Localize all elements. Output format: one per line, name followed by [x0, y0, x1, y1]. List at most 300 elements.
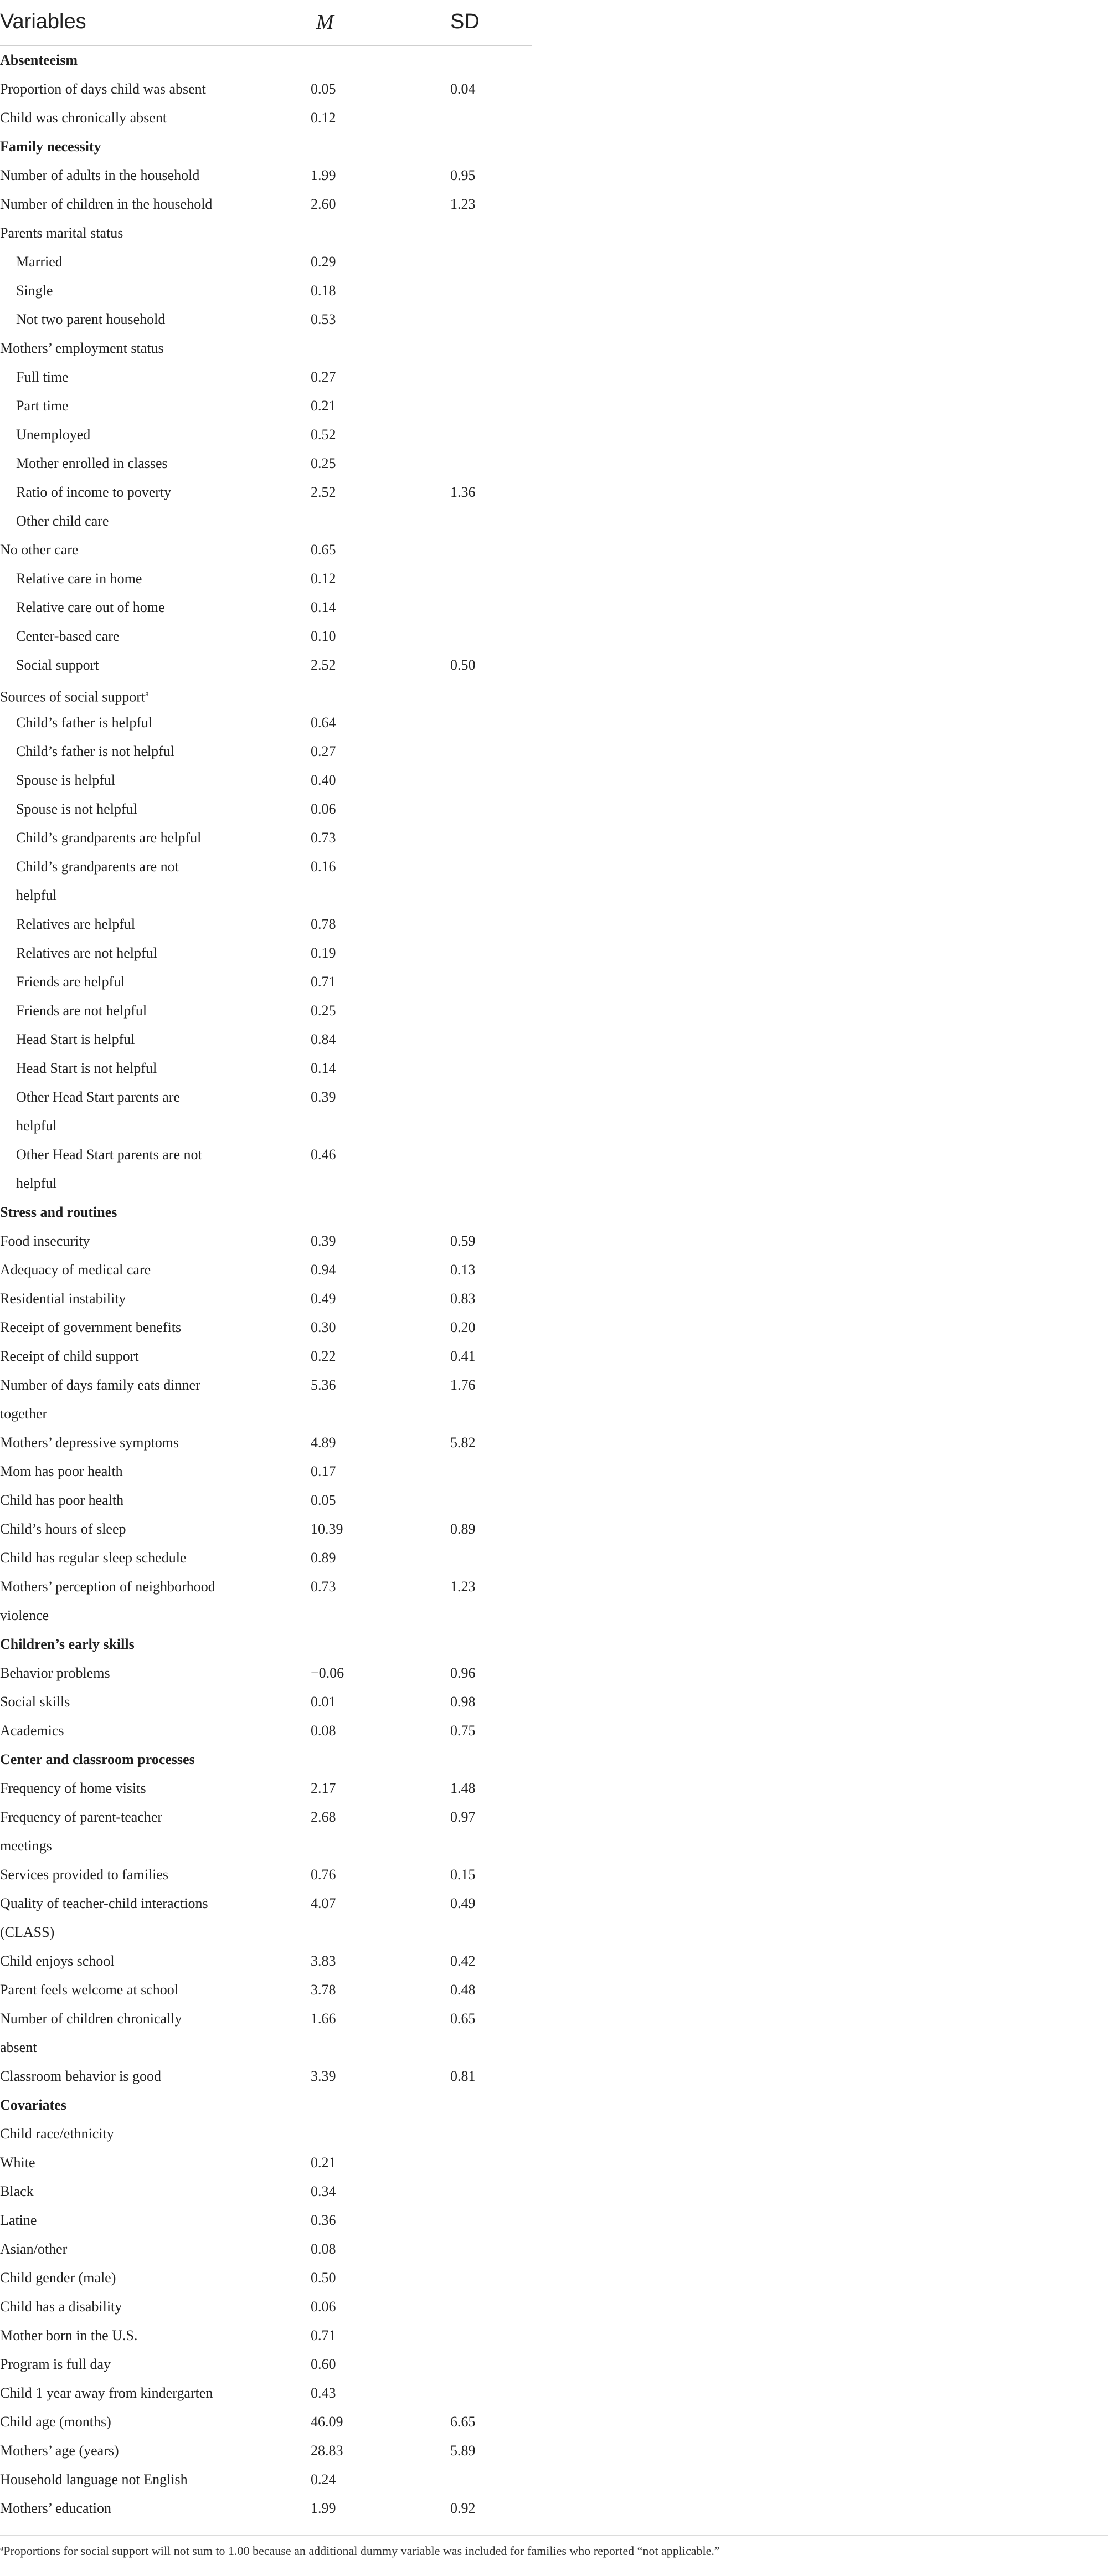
- mean-value: 0.25: [311, 1002, 336, 1019]
- mean-value: 0.17: [311, 1463, 336, 1479]
- variable-label: [0, 1860, 168, 1889]
- variable-label-text: Other Head Start parents are not: [16, 1146, 202, 1163]
- mean-value: 0.24: [311, 2471, 336, 2487]
- mean-value: 0.39: [311, 1233, 336, 1249]
- mean-value: 0.94: [311, 1262, 336, 1278]
- variable-label-text: Center and classroom processes: [0, 1751, 195, 1767]
- table-row: [0, 1544, 532, 1572]
- variable-label: [0, 2350, 111, 2379]
- table-row: [0, 2350, 532, 2379]
- variable-label: [16, 910, 135, 939]
- mean-value: 3.39: [311, 2068, 336, 2084]
- table-row: [0, 1774, 532, 1803]
- descriptive-statistics-table: [0, 0, 532, 2523]
- sd-value: 1.23: [450, 1578, 476, 1595]
- variable-label-text: Part time: [16, 398, 69, 414]
- table-row: [0, 1112, 532, 1140]
- mean-value: 0.22: [311, 1348, 336, 1364]
- sd-value: 5.82: [450, 1434, 476, 1451]
- table-row: [0, 2292, 532, 2321]
- table-row: [0, 910, 532, 939]
- table-row: [0, 219, 532, 248]
- variable-label-text: Unemployed: [16, 426, 91, 443]
- table-row: [0, 334, 532, 363]
- table-row: [0, 1256, 532, 1284]
- variable-label-text: No other care: [0, 542, 79, 558]
- variable-label-text: Parents marital status: [0, 225, 123, 241]
- mean-value: 0.76: [311, 1867, 336, 1883]
- table-row: [0, 1860, 532, 1889]
- variable-label-text: Full time: [16, 369, 69, 385]
- variable-label-text: Social skills: [0, 1694, 70, 1710]
- mean-value: 0.65: [311, 542, 336, 558]
- variable-label: [0, 1688, 70, 1716]
- table-row: [0, 2494, 532, 2523]
- variable-label: [16, 996, 147, 1025]
- table-row: [0, 1947, 532, 1976]
- variable-label: [0, 2408, 111, 2436]
- variable-label-text: Parent feels welcome at school: [0, 1982, 178, 1998]
- variable-label-text: Child’s father is helpful: [16, 714, 153, 731]
- sd-value: 0.13: [450, 1262, 476, 1278]
- variable-label-text: Covariates: [0, 2097, 66, 2113]
- variable-label-text: Mothers’ age (years): [0, 2443, 119, 2459]
- sd-value: 0.59: [450, 1233, 476, 1249]
- table-row: [0, 795, 532, 824]
- variable-label: [0, 680, 149, 712]
- mean-value: 2.68: [311, 1809, 336, 1825]
- variable-label-text: Child 1 year away from kindergarten: [0, 2385, 213, 2401]
- variable-label: [0, 1716, 64, 1745]
- table-row: [0, 161, 532, 190]
- table-row: [0, 1716, 532, 1745]
- table-row: [0, 2264, 532, 2292]
- table-row: [0, 1371, 532, 1400]
- table-row: [0, 1400, 532, 1428]
- mean-value: 0.64: [311, 714, 336, 731]
- variable-label-text: Social support: [16, 657, 99, 673]
- table-row: [0, 737, 532, 766]
- variable-label-text: helpful: [16, 1118, 57, 1134]
- variable-label: [0, 190, 212, 219]
- section-heading-row: [0, 1745, 532, 1774]
- table-row: [0, 2062, 532, 2091]
- mean-value: 4.89: [311, 1434, 336, 1451]
- mean-value: 2.17: [311, 1780, 336, 1796]
- table-row: [0, 1169, 532, 1198]
- variable-label: [0, 1889, 208, 1918]
- mean-value: 10.39: [311, 1521, 343, 1537]
- mean-value: −0.06: [311, 1665, 344, 1681]
- mean-value: 0.49: [311, 1290, 336, 1307]
- variable-label-text: Services provided to families: [0, 1867, 168, 1883]
- variable-label: [16, 363, 69, 392]
- variable-label-text: Latine: [0, 2212, 37, 2228]
- table-row: [0, 1803, 532, 1832]
- table-row: [0, 2465, 532, 2494]
- mean-value: 2.52: [311, 484, 336, 500]
- variable-label-text: Not two parent household: [16, 311, 166, 327]
- mean-value: 0.16: [311, 858, 336, 875]
- variable-label-text: Spouse is not helpful: [16, 801, 137, 817]
- mean-value: 0.36: [311, 2212, 336, 2228]
- table-header: [0, 0, 532, 46]
- mean-value: 2.60: [311, 196, 336, 212]
- variable-label-text: helpful: [16, 1175, 57, 1191]
- variable-label-text: Spouse is helpful: [16, 772, 116, 788]
- variable-label-text: Ratio of income to poverty: [16, 484, 172, 500]
- variable-label: [0, 2091, 66, 2120]
- footnote-text: Proportions for social support will not sum to 1.00 because an additional dummy variable was included for families who reported “not applicable.”: [3, 2544, 720, 2558]
- mean-value: 4.07: [311, 1895, 336, 1911]
- mean-value: 0.25: [311, 455, 336, 471]
- variable-label: [0, 1313, 181, 1342]
- variable-label-text: Other Head Start parents are: [16, 1089, 180, 1105]
- table-row: [0, 1054, 532, 1083]
- variable-label-text: Receipt of government benefits: [0, 1319, 182, 1335]
- variable-label: [0, 1745, 195, 1774]
- variable-label: [0, 2379, 213, 2408]
- mean-value: 0.06: [311, 2299, 336, 2315]
- table-row: [0, 75, 532, 104]
- variable-label: [16, 1169, 57, 1198]
- footnote-reference: a: [145, 690, 149, 698]
- variable-label-text: Frequency of parent-teacher: [0, 1809, 163, 1825]
- variable-label-text: Mothers’ perception of neighborhood: [0, 1578, 215, 1595]
- header-variables: Variables: [0, 10, 86, 33]
- mean-value: 5.36: [311, 1377, 336, 1393]
- variable-label: [16, 1112, 57, 1140]
- variable-label: [0, 2120, 114, 2148]
- table-row: [0, 276, 532, 305]
- sd-value: 1.36: [450, 484, 476, 500]
- mean-value: 0.50: [311, 2270, 336, 2286]
- variable-label: [0, 2062, 161, 2091]
- variable-label-text: together: [0, 1406, 48, 1422]
- variable-label: [0, 2264, 116, 2292]
- table-row: [0, 1284, 532, 1313]
- sd-value: 0.75: [450, 1723, 476, 1739]
- table-row: [0, 2408, 532, 2436]
- table-row: [0, 1428, 532, 1457]
- variable-label: [0, 1976, 178, 2004]
- mean-value: 0.30: [311, 1319, 336, 1335]
- section-heading-row: [0, 46, 532, 75]
- mean-value: 0.14: [311, 599, 336, 615]
- mean-value: 0.18: [311, 282, 336, 299]
- variable-label: [0, 1918, 54, 1947]
- table-row: [0, 852, 532, 881]
- variable-label: [0, 1428, 179, 1457]
- variable-label-text: Child age (months): [0, 2414, 111, 2430]
- sd-value: 0.81: [450, 2068, 476, 2084]
- variable-label-text: Number of adults in the household: [0, 167, 200, 183]
- variable-label: [16, 478, 171, 507]
- table-row: [0, 248, 532, 276]
- sd-value: 0.04: [450, 81, 476, 97]
- variable-label-text: Frequency of home visits: [0, 1780, 146, 1796]
- mean-value: 0.08: [311, 1723, 336, 1739]
- table-row: [0, 1572, 532, 1601]
- sd-value: 0.15: [450, 1867, 476, 1883]
- sd-value: 0.65: [450, 2011, 476, 2027]
- mean-value: 0.27: [311, 369, 336, 385]
- variable-label-text: Child was chronically absent: [0, 110, 167, 126]
- table-row: [0, 1342, 532, 1371]
- variable-label: [16, 564, 142, 593]
- table-row: [0, 420, 532, 449]
- sd-value: 0.41: [450, 1348, 476, 1364]
- variable-label-text: Program is full day: [0, 2356, 111, 2372]
- sd-value: 0.92: [450, 2500, 476, 2516]
- sd-value: 1.48: [450, 1780, 476, 1796]
- variable-label: [16, 593, 165, 622]
- sd-value: 0.89: [450, 1521, 476, 1537]
- variable-label: [0, 1947, 115, 1976]
- table-row: [0, 708, 532, 737]
- table-row: [0, 2120, 532, 2148]
- table-row: [0, 1918, 532, 1947]
- variable-label: [16, 248, 63, 276]
- variable-label: [16, 1025, 135, 1054]
- mean-value: 1.66: [311, 2011, 336, 2027]
- table-row: [0, 1083, 532, 1112]
- table-row: [0, 2148, 532, 2177]
- variable-label-text: Household language not English: [0, 2471, 188, 2487]
- table-row: [0, 2235, 532, 2264]
- mean-value: 0.08: [311, 2241, 336, 2257]
- mean-value: 0.06: [311, 801, 336, 817]
- mean-value: 0.01: [311, 1694, 336, 1710]
- variable-label: [0, 1198, 117, 1227]
- table-row: [0, 1976, 532, 2004]
- table-row: [0, 968, 532, 996]
- table-row: [0, 507, 532, 536]
- variable-label-text: Academics: [0, 1723, 64, 1739]
- mean-value: 0.71: [311, 974, 336, 990]
- variable-label: [0, 2004, 182, 2033]
- variable-label-text: Behavior problems: [0, 1665, 110, 1681]
- sd-value: 0.95: [450, 167, 476, 183]
- table-row: [0, 1889, 532, 1918]
- variable-label: [0, 2321, 137, 2350]
- table-row: [0, 1313, 532, 1342]
- variable-label: [0, 2436, 119, 2465]
- variable-label: [16, 737, 174, 766]
- variable-label-text: Mother born in the U.S.: [0, 2327, 138, 2343]
- table-row: [0, 2177, 532, 2206]
- variable-label: [0, 75, 206, 104]
- variable-label: [0, 1515, 126, 1544]
- variable-label: [0, 1486, 123, 1515]
- variable-label-text: Relatives are not helpful: [16, 945, 157, 961]
- variable-label-text: Child has poor health: [0, 1492, 124, 1508]
- variable-label-text: Number of children in the household: [0, 196, 213, 212]
- variable-label: [0, 132, 101, 161]
- mean-value: 0.46: [311, 1146, 336, 1163]
- variable-label: [0, 1659, 110, 1688]
- mean-value: 3.83: [311, 1953, 336, 1969]
- variable-label-text: Food insecurity: [0, 1233, 90, 1249]
- variable-label-text: Receipt of child support: [0, 1348, 139, 1364]
- variable-label: [16, 824, 201, 852]
- section-heading-row: [0, 132, 532, 161]
- variable-label-text: Adequacy of medical care: [0, 1262, 151, 1278]
- section-heading-row: [0, 1198, 532, 1227]
- table-row: [0, 104, 532, 132]
- sd-value: 0.50: [450, 657, 476, 673]
- mean-value: 0.71: [311, 2327, 336, 2343]
- sd-value: 5.89: [450, 2443, 476, 2459]
- mean-value: 0.12: [311, 570, 336, 587]
- variable-label-text: Mothers’ employment status: [0, 340, 164, 356]
- section-heading-row: [0, 2091, 532, 2120]
- footnote-marker: a: [0, 2544, 4, 2553]
- variable-label-text: Black: [0, 2183, 34, 2199]
- variable-label-text: Child race/ethnicity: [0, 2126, 114, 2142]
- variable-label: [0, 536, 78, 564]
- mean-value: 0.73: [311, 830, 336, 846]
- variable-label: [0, 2465, 188, 2494]
- variable-label-text: Mom has poor health: [0, 1463, 123, 1479]
- table-row: [0, 651, 532, 680]
- variable-label-text: Relative care in home: [16, 570, 142, 587]
- variable-label: [0, 2177, 34, 2206]
- variable-label: [0, 2033, 37, 2062]
- variable-label: [0, 1832, 52, 1860]
- variable-label: [16, 766, 115, 795]
- variable-label: [0, 1457, 123, 1486]
- variable-label: [16, 651, 99, 680]
- mean-value: 0.34: [311, 2183, 336, 2199]
- mean-value: 0.10: [311, 628, 336, 644]
- variable-label: [16, 968, 125, 996]
- variable-label-text: helpful: [16, 887, 57, 903]
- header-mean: M: [316, 11, 334, 34]
- variable-label: [0, 2235, 67, 2264]
- sd-value: 0.49: [450, 1895, 476, 1911]
- variable-label-text: White: [0, 2155, 35, 2171]
- variable-label: [16, 795, 137, 824]
- variable-label-text: Child enjoys school: [0, 1953, 115, 1969]
- variable-label-text: Family necessity: [0, 138, 101, 155]
- table-row: [0, 996, 532, 1025]
- mean-value: 0.05: [311, 1492, 336, 1508]
- variable-label-text: Number of days family eats dinner: [0, 1377, 200, 1393]
- variable-label-text: Children’s early skills: [0, 1636, 135, 1652]
- mean-value: 0.27: [311, 743, 336, 759]
- variable-label: [0, 104, 167, 132]
- variable-label: [0, 1256, 151, 1284]
- mean-value: 0.05: [311, 81, 336, 97]
- variable-label-text: Head Start is helpful: [16, 1031, 135, 1047]
- table-row: [0, 392, 532, 420]
- mean-value: 0.19: [311, 945, 336, 961]
- sd-value: 0.97: [450, 1809, 476, 1825]
- mean-value: 0.53: [311, 311, 336, 327]
- sd-value: 6.65: [450, 2414, 476, 2430]
- sd-value: 1.76: [450, 1377, 476, 1393]
- table-row: [0, 1659, 532, 1688]
- mean-value: 0.89: [311, 1550, 336, 1566]
- variable-label: [16, 1083, 180, 1112]
- table-row: [0, 2004, 532, 2033]
- mean-value: 1.99: [311, 2500, 336, 2516]
- variable-label-text: Stress and routines: [0, 1204, 117, 1220]
- mean-value: 3.78: [311, 1982, 336, 1998]
- table-row: [0, 190, 532, 219]
- variable-label-text: Asian/other: [0, 2241, 68, 2257]
- table-row: [0, 1601, 532, 1630]
- sd-value: 0.98: [450, 1694, 476, 1710]
- variable-label-text: Center-based care: [16, 628, 120, 644]
- mean-value: 0.12: [311, 110, 336, 126]
- sd-value: 0.42: [450, 1953, 476, 1969]
- table-row: [0, 363, 532, 392]
- mean-value: 0.52: [311, 426, 336, 443]
- table-row: [0, 564, 532, 593]
- variable-label-text: Absenteeism: [0, 52, 78, 68]
- table-row: [0, 2206, 532, 2235]
- table-row: [0, 1457, 532, 1486]
- mean-value: 0.78: [311, 916, 336, 932]
- variable-label: [16, 507, 109, 536]
- variable-label: [0, 1284, 126, 1313]
- table-row: [0, 766, 532, 795]
- table-row: [0, 824, 532, 852]
- table-row: [0, 1486, 532, 1515]
- variable-label: [16, 420, 90, 449]
- variable-label: [16, 852, 179, 881]
- table-row: [0, 881, 532, 910]
- variable-label: [0, 2148, 35, 2177]
- table-row: [0, 2436, 532, 2465]
- variable-label: [0, 1400, 47, 1428]
- table-row: [0, 1515, 532, 1544]
- variable-label-text: Child’s grandparents are not: [16, 858, 179, 875]
- section-heading-row: [0, 1630, 532, 1659]
- variable-label-text: Friends are helpful: [16, 974, 125, 990]
- variable-label-text: Sources of social support: [0, 688, 146, 705]
- variable-label: [0, 219, 123, 248]
- variable-label: [0, 2494, 111, 2523]
- variable-label: [16, 881, 57, 910]
- table-row: [0, 1025, 532, 1054]
- mean-value: 0.39: [311, 1089, 336, 1105]
- sd-value: 1.23: [450, 196, 476, 212]
- variable-label-text: Proportion of days child was absent: [0, 81, 206, 97]
- header-sd: SD: [450, 10, 480, 33]
- variable-label-text: Child gender (male): [0, 2270, 116, 2286]
- variable-label-text: Child’s grandparents are helpful: [16, 830, 202, 846]
- mean-value: 0.40: [311, 772, 336, 788]
- mean-value: 28.83: [311, 2443, 343, 2459]
- variable-label: [16, 939, 157, 968]
- variable-label-text: Head Start is not helpful: [16, 1060, 157, 1076]
- table-row: [0, 680, 532, 708]
- variable-label-text: Relatives are helpful: [16, 916, 136, 932]
- table-row: [0, 1688, 532, 1716]
- table-row: [0, 939, 532, 968]
- variable-label: [0, 1342, 139, 1371]
- mean-value: 0.14: [311, 1060, 336, 1076]
- table-row: [0, 536, 532, 564]
- variable-label: [0, 334, 164, 363]
- variable-label-text: Child has a disability: [0, 2299, 122, 2315]
- variable-label-text: absent: [0, 2039, 37, 2055]
- table-body: [0, 46, 532, 2523]
- table-row: [0, 449, 532, 478]
